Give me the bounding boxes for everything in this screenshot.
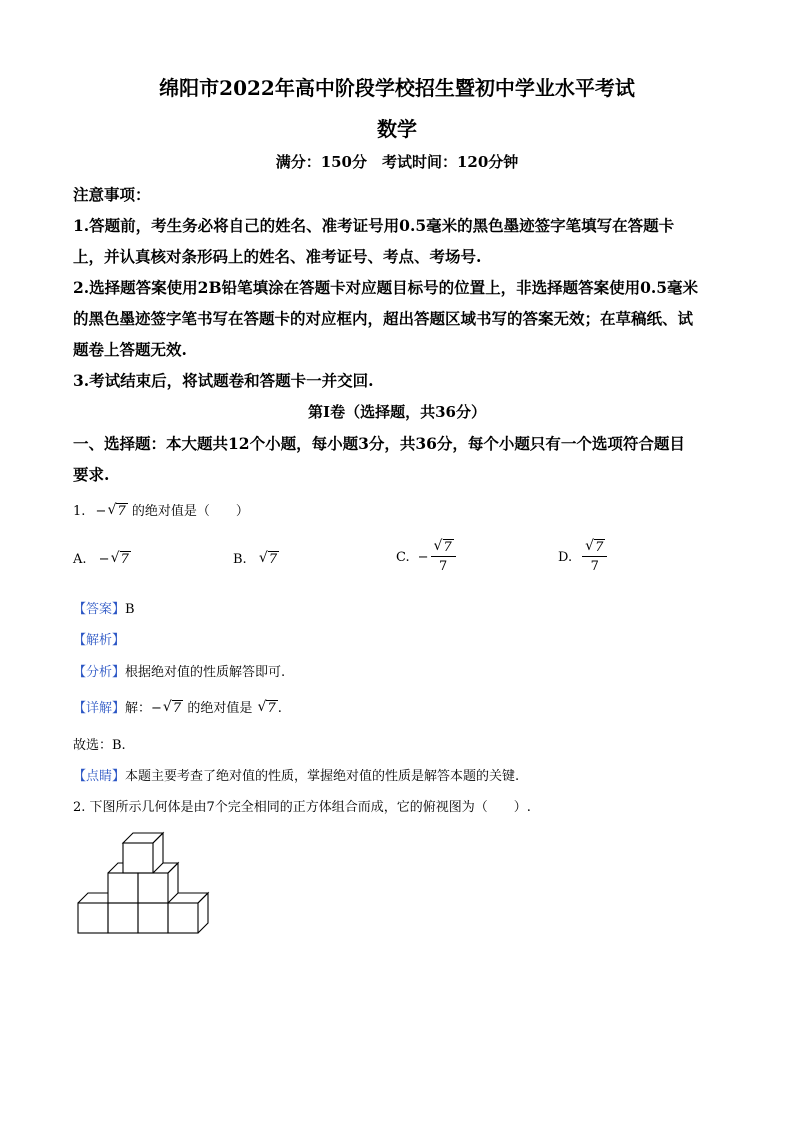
part-one-line-1: 一、选择题：本大题共12个小题，每小题3分，共36分，每个小题只有一个选项符合题目 (73, 434, 685, 453)
option-c-fraction: √ 7 7 (431, 540, 456, 574)
answer-value: B (125, 602, 135, 617)
cube-bot-front-2 (108, 903, 138, 933)
minus-sign: − (95, 504, 107, 519)
cube-mid-side (168, 863, 178, 903)
xiangjie-line (73, 697, 282, 716)
question-2-stem: 2. 下图所示几何体是由7个完全相同的正方体组合而成，它的俯视图为（ ）. (73, 800, 531, 815)
volume-title: 第Ⅰ卷（选择题，共36分） (308, 403, 486, 421)
subject-title: 数学 (377, 117, 417, 141)
cube-stack-figure (70, 825, 220, 940)
cube-mid-front-1 (108, 873, 138, 903)
notice-item-2-line-3: 题卷上答题无效. (73, 340, 187, 359)
notice-item-1-line-2: 上，并认真核对条形码上的姓名、准考证号、考点、考场号. (73, 247, 482, 266)
cube-bot-side (198, 893, 208, 933)
cube-top-side (153, 833, 163, 873)
cube-bot-front-3 (138, 903, 168, 933)
cube-top-front (123, 843, 153, 873)
question-number: 1. (73, 504, 86, 519)
answer-tag: 【答案】 (73, 602, 126, 617)
xiangjie-mid: 的绝对值是 (183, 701, 257, 716)
notice-item-2-line-1: 2.选择题答案使用2B铅笔填涂在答题卡对应题目标号的位置上，非选择题答案使用0.5毫米 (73, 278, 699, 297)
option-a-label: A. (73, 552, 87, 567)
question-1-stem-tail: 的绝对值是（ ） (131, 504, 249, 519)
option-b[interactable] (233, 552, 279, 567)
xiangjie-sqrt-1: √ 7 (162, 699, 182, 716)
option-d-label: D. (558, 549, 573, 565)
fenxi-line (73, 661, 285, 680)
option-c-sign: − (417, 549, 429, 565)
option-c[interactable] (396, 540, 456, 574)
conclusion-line: 故选：B. (73, 738, 126, 753)
cube-top-top (123, 833, 163, 843)
option-a[interactable] (73, 552, 131, 567)
notice-item-2-line-2: 的黑色墨迹签字笔书写在答题卡的对应框内，超出答题区域书写的答案无效；在草稿纸、试 (73, 309, 694, 328)
analysis-line (73, 629, 125, 648)
exam-title: 绵阳市2022年高中阶段学校招生暨初中学业水平考试 (159, 76, 635, 100)
sqrt-expression: √ 7 (107, 502, 126, 519)
analysis-tag: 【解析】 (73, 633, 126, 648)
xiangjie-tag: 【详解】 (73, 701, 126, 716)
xiangjie-end: . (277, 701, 282, 716)
option-a-sign: − (98, 552, 110, 567)
fenxi-text: 根据绝对值的性质解答即可. (125, 665, 286, 680)
xiangjie-prefix: 解：− (125, 701, 162, 716)
option-c-label: C. (396, 549, 410, 565)
option-d[interactable] (558, 540, 607, 574)
answer-line (73, 598, 135, 617)
dianjing-line (73, 765, 519, 784)
cube-bot-front-1 (78, 903, 108, 933)
notice-heading: 注意事项： (73, 185, 151, 204)
notice-item-1-line-1: 1.答题前，考生务必将自己的姓名、准考证号用0.5毫米的黑色墨迹签字笔填写在答题卡 (73, 216, 675, 235)
notice-item-3: 3.考试结束后，将试题卷和答题卡一并交回. (73, 371, 374, 390)
cube-mid-top-left (108, 863, 123, 873)
cube-bot-top-left (78, 893, 108, 903)
dianjing-tag: 【点睛】 (73, 769, 126, 784)
cube-mid-front-2 (138, 873, 168, 903)
cube-bot-front-4 (168, 903, 198, 933)
option-b-label: B. (233, 552, 247, 567)
fenxi-tag: 【分析】 (73, 665, 126, 680)
question-1-stem (73, 500, 249, 519)
option-d-fraction: √ 7 7 (582, 540, 607, 574)
xiangjie-sqrt-2: √ 7 (257, 699, 276, 716)
part-one-line-2: 要求. (73, 465, 110, 484)
option-b-sqrt: √ 7 (258, 550, 278, 567)
option-a-sqrt: √ 7 (110, 550, 129, 567)
score-time-line: 满分：150分 考试时间：120分钟 (275, 153, 519, 171)
dianjing-text: 本题主要考查了绝对值的性质，掌握绝对值的性质是解答本题的关键. (125, 769, 520, 784)
